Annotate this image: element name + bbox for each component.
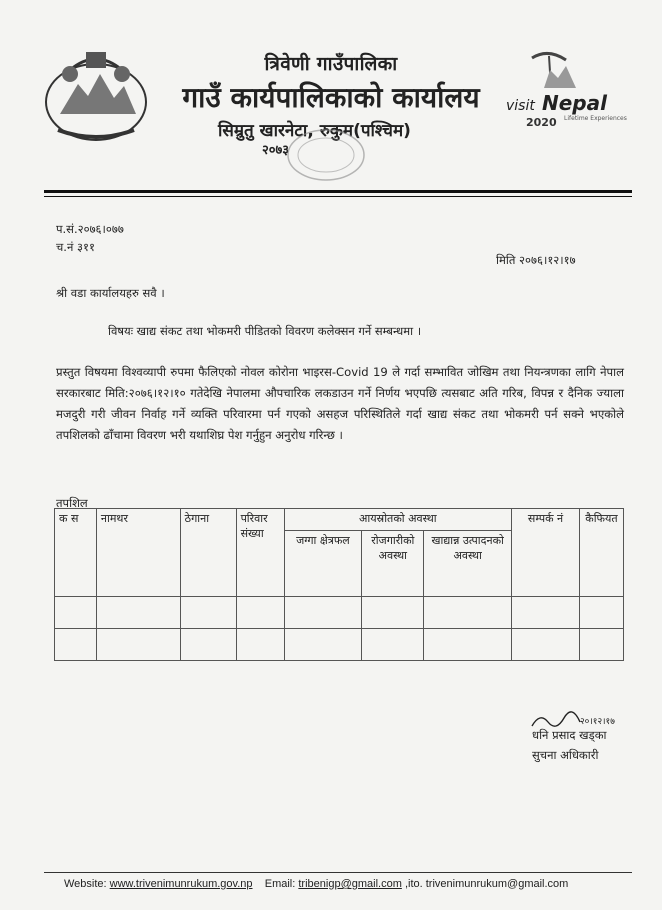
- table-row: [55, 629, 624, 661]
- footer-rule: [44, 872, 632, 873]
- office-location: सिम्रुतु खारनेटा, रुकुम(पश्चिम): [218, 121, 411, 141]
- signatory-name: धनि प्रसाद खड्का: [532, 728, 607, 742]
- recipient: श्री वडा कार्यालयहरु सवै ।: [56, 286, 165, 300]
- municipality-name: त्रिवेणी गाउँपालिका: [264, 53, 398, 75]
- visit-text: visit: [506, 98, 535, 114]
- website-label: Website:: [64, 878, 107, 890]
- col-family: परिवार संख्या: [236, 509, 284, 597]
- office-stamp-icon: [286, 128, 366, 182]
- nepal-text: Nepal: [542, 91, 607, 115]
- email-link[interactable]: tribenigp@gmail.com: [298, 878, 402, 890]
- header-rule-thick: [44, 190, 632, 193]
- email-label: Email:: [264, 878, 296, 890]
- signatory-title: सुचना अधिकारी: [532, 748, 599, 762]
- footer: [64, 878, 568, 890]
- letter-date: मिति २०७६।१२।१७: [496, 253, 576, 267]
- establishment-year: २०७३: [262, 143, 290, 158]
- table-title: तपशिल: [56, 496, 88, 510]
- table-row: [55, 597, 624, 629]
- year-text: 2020: [526, 116, 557, 129]
- col-contact: सम्पर्क नं: [512, 509, 580, 597]
- reference-number: प.सं.२०७६।०७७: [56, 222, 124, 236]
- col-land: जग्गा क्षेत्रफल: [284, 531, 362, 597]
- ito-email[interactable]: trivenimunrukum@gmail.com: [425, 878, 569, 890]
- col-food: खाद्यान्न उत्पादनको अवस्था: [424, 531, 512, 597]
- signature-date: २०।१२।१७: [580, 717, 615, 727]
- office-name: गाउँ कार्यपालिकाको कार्यालय: [182, 81, 480, 114]
- details-table: [54, 508, 624, 661]
- website-link[interactable]: www.trivenimunrukum.gov.np: [109, 878, 253, 890]
- col-address: ठेगाना: [180, 509, 236, 597]
- col-sn: क स: [55, 509, 97, 597]
- tagline-text: Lifetime Experiences: [564, 115, 627, 122]
- letter-body: प्रस्तुत विषयमा विश्वव्यापी रुपमा फैलिएको नोवल कोरोना भाइरस-Covid 19 ले गर्दा सम्भावित जोखिम तथा नियन्त्रणका लागि नेपाल सरकारबाट मिति:२०७६।१२।१० गतेदेखि नेपालमा औपचारिक लकडाउन गर्ने निर्णय भएपछि त्यसबाट अति गरिब, विपन्न र दैनिक ज्याला मजदुरी गरी जीवन निर्वाह गर्ने व्यक्ति परिवारमा पर्न गएको असहज परिस्थितिले गर्दा खाद्य संकट तथा भोकमरी पर्न सक्ने भएकोले तपशिलको ढाँचामा विवरण भरी यथाशिघ्र पेश गर्नुहुन अनुरोध गरिन्छ ।: [56, 365, 624, 442]
- col-name: नामथर: [96, 509, 180, 597]
- col-employment: रोजगारीको अवस्था: [362, 531, 424, 597]
- col-remarks: कैफियत: [579, 509, 623, 597]
- header-rule-thin: [44, 196, 632, 197]
- ito-label: ,ito.: [404, 878, 423, 890]
- dispatch-number: च.नं ३११: [56, 240, 95, 254]
- col-income-group: आयस्रोतको अवस्था: [284, 509, 512, 531]
- subject-line: विषयः खाद्य संकट तथा भोकमरी पीडितको विवरण कलेक्सन गर्ने सम्बन्धमा ।: [108, 324, 422, 338]
